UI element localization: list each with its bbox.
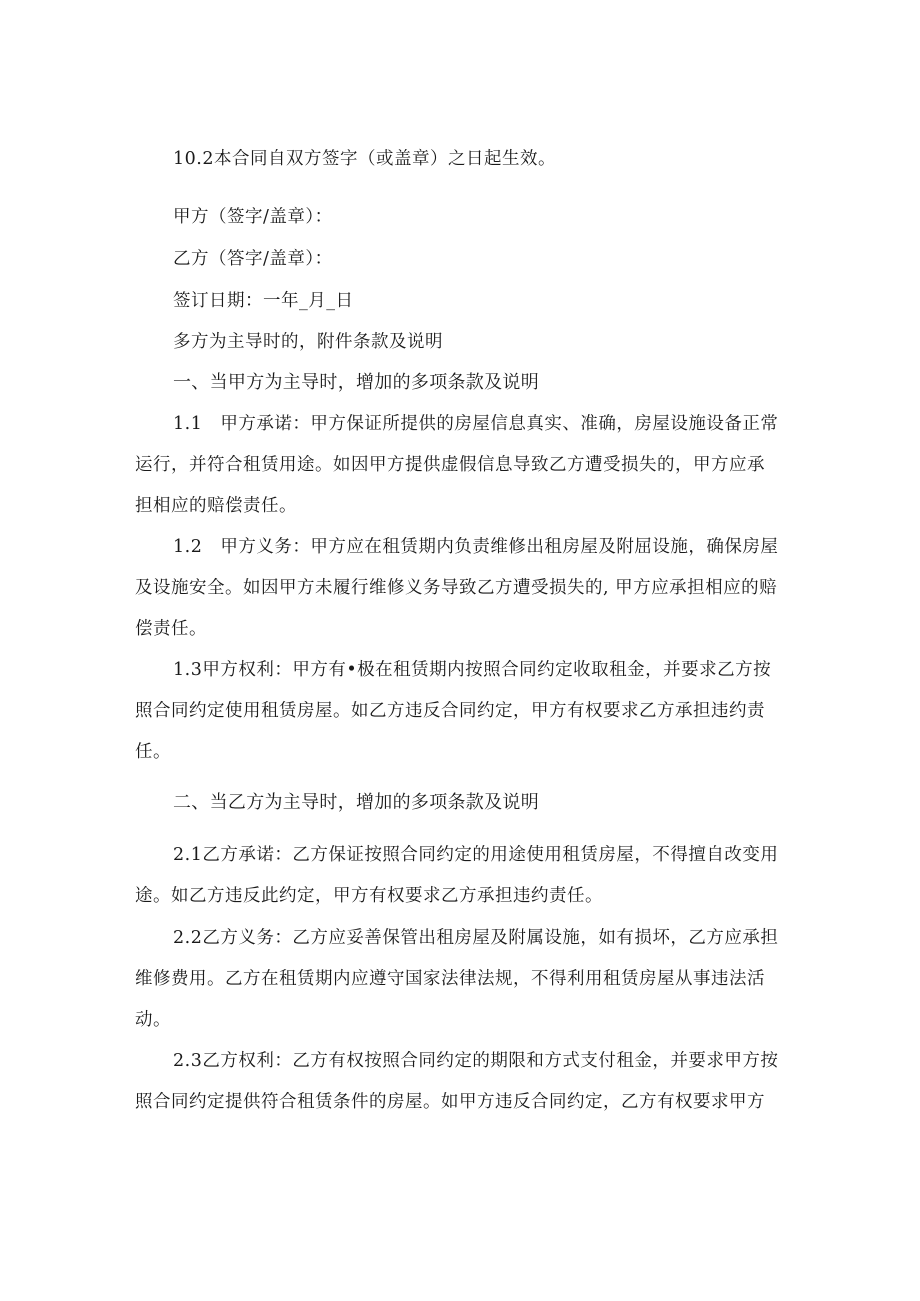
clause-2-3-line-1: 2.3乙方权利：乙方有权按照合同约定的期限和方式支付租金，并要求甲方按: [173, 1051, 779, 1071]
clause-2-3-line-2: 照合同约定提供符合租赁条件的房屋。如甲方违反合同约定，乙方有权要求甲方: [135, 1092, 765, 1112]
clause-1-2-line-2: 及设施安全。如因甲方未履行维修义务导致乙方遭受损失的, 甲方应承担相应的赔: [135, 578, 778, 598]
clause-1-3-line-2: 照合同约定使用租赁房屋。如乙方违反合同约定，甲方有权要求乙方承担违约责: [135, 701, 765, 721]
clause-1-1-line-1: 1.1 甲方承诺：甲方保证所提供的房屋信息真实、准确，房屋设施设备正常: [173, 414, 779, 434]
clause-1-3-line-3: 任。: [135, 742, 171, 762]
clause-2-2-line-1: 2.2乙方义务：乙方应妥善保管出租房屋及附属设施，如有损坏，乙方应承担: [173, 928, 779, 948]
section-2-heading: 二、当乙方为主导时，增加的多项条款及说明: [173, 792, 539, 813]
clause-1-2-line-3: 偿责任。: [135, 619, 207, 639]
clause-1-1-line-3: 担相应的赔偿责任。: [135, 496, 297, 516]
clause-2-1-line-2: 途。如乙方违反此约定，甲方有权要求乙方承担违约责任。: [135, 886, 603, 906]
signing-date: 签订日期：一年_月_日: [173, 291, 354, 311]
clause-10-2: 10.2本合同自双方签字（或盖章）之日起生效。: [173, 149, 556, 169]
appendix-title: 多方为主导时的，附件条款及说明: [173, 332, 443, 352]
clause-2-1-line-1: 2.1乙方承诺：乙方保证按照合同约定的用途使用租赁房屋，不得擅自改变用: [173, 845, 779, 865]
clause-1-2-line-1: 1.2 甲方义务：甲方应在租赁期内负责维修出租房屋及附屈设施，确保房屋: [173, 537, 779, 557]
clause-1-3-line-1: 1.3甲方权利：甲方有•极在租赁期内按照合同约定收取租金，并要求乙方按: [173, 660, 772, 680]
clause-1-1-line-2: 运行，并符合租赁用途。如因甲方提供虚假信息导致乙方遭受损失的，甲方应承: [135, 455, 765, 475]
signature-party-b: 乙方（答字/盖章）：: [173, 249, 333, 269]
clause-2-2-line-3: 动。: [135, 1010, 171, 1030]
section-1-heading: 一、当甲方为主导时，增加的多项条款及说明: [173, 372, 539, 393]
clause-2-2-line-2: 维修费用。乙方在租赁期内应遵守国家法律法规，不得利用租赁房屋从事违法活: [135, 969, 765, 989]
signature-party-a: 甲方（签字/盖章）：: [173, 207, 333, 227]
